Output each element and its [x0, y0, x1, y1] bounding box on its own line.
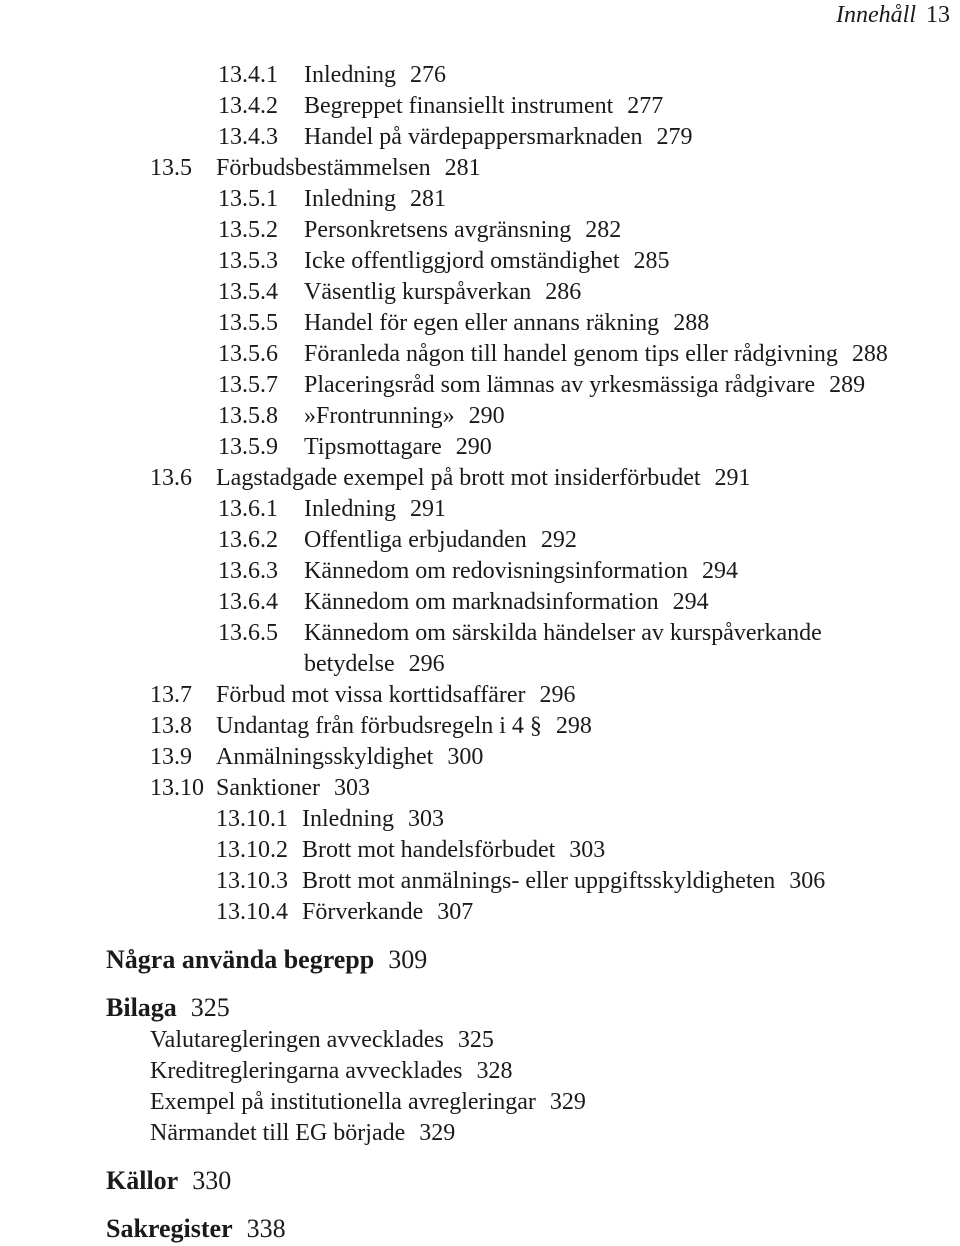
toc-entry-page: 290 [468, 403, 505, 429]
toc-entry-title: Begreppet finansiellt instrument [304, 93, 614, 119]
toc-entry[interactable] [218, 184, 446, 214]
toc-entry[interactable] [150, 1118, 455, 1148]
toc-entry[interactable] [218, 91, 663, 121]
toc-entry[interactable] [218, 246, 669, 276]
toc-entry-page: 277 [627, 93, 664, 119]
toc-entry-number: 13.6.1 [218, 496, 278, 522]
toc-entry[interactable] [150, 1087, 586, 1117]
toc-entry-number: 13.10.4 [216, 899, 288, 925]
toc-entry-title: Offentliga erbjudanden [304, 527, 527, 553]
toc-entry-title: Handel för egen eller annans räkning [304, 310, 660, 336]
toc-entry-number: 13.5.8 [218, 403, 278, 429]
toc-entry-page: 309 [388, 945, 428, 974]
toc-entry-number: 13.5 [150, 155, 192, 181]
toc-entry[interactable] [150, 153, 481, 183]
toc-entry-number: 13.8 [150, 713, 192, 739]
toc-entry-page: 286 [545, 279, 582, 305]
toc-entry[interactable] [218, 60, 446, 90]
toc-entry-page: 294 [701, 558, 738, 584]
toc-entry-title: Väsentlig kurspåverkan [304, 279, 532, 305]
toc-entry-title: Placeringsråd som lämnas av yrkesmässiga rådgivare [304, 372, 816, 398]
toc-entry-number: 13.5.6 [218, 341, 278, 367]
toc-entry-number: 13.6.2 [218, 527, 278, 553]
toc-entry-number: 13.5.3 [218, 248, 278, 274]
toc-entry-number: 13.4.2 [218, 93, 278, 119]
toc-entry[interactable] [218, 215, 621, 245]
toc-entry-number: 13.10.1 [216, 806, 288, 832]
toc-entry-page: 279 [656, 124, 693, 150]
toc-entry[interactable] [218, 122, 693, 152]
toc-entry[interactable] [150, 1056, 513, 1086]
toc-entry[interactable] [216, 897, 473, 927]
toc-entry[interactable] [150, 742, 483, 772]
toc-entry-page: 281 [409, 186, 446, 212]
toc-entry-title: Anmälningsskyldighet [216, 744, 434, 770]
toc-entry-page: 296 [539, 682, 576, 708]
toc-entry-page: 303 [569, 837, 606, 863]
toc-entry-title: Exempel på institutionella avregleringar [150, 1089, 536, 1115]
toc-entry-title: Inledning [302, 806, 394, 832]
toc-entry-title: Inledning [304, 186, 396, 212]
toc-entry[interactable] [216, 835, 605, 865]
toc-chapter-entry[interactable] [106, 1166, 231, 1196]
toc-entry-page: 298 [555, 713, 592, 739]
toc-entry-title: Tipsmottagare [304, 434, 442, 460]
toc-entry[interactable] [150, 680, 576, 710]
toc-entry-title: Förbudsbestämmelsen [216, 155, 431, 181]
toc-entry-title: Kännedom om särskilda händelser av kurspåverkande [304, 620, 822, 646]
toc-entry-number: 13.6.4 [218, 589, 278, 615]
toc-entry-title: Kännedom om marknadsinformation [304, 589, 659, 615]
toc-entry-page: 291 [714, 465, 751, 491]
toc-entry[interactable] [150, 773, 370, 803]
toc-entry[interactable] [218, 432, 492, 462]
toc-entry-page: 329 [549, 1089, 586, 1115]
toc-entry[interactable] [218, 587, 709, 617]
toc-entry-page: 285 [633, 248, 670, 274]
toc-entry-title: Undantag från förbudsregeln i 4 § [216, 713, 542, 739]
toc-entry-number: 13.9 [150, 744, 192, 770]
toc-entry-page: 330 [192, 1166, 232, 1195]
toc-entry-title: Personkretsens avgränsning [304, 217, 572, 243]
toc-entry[interactable] [218, 618, 836, 648]
toc-chapter-entry[interactable] [106, 945, 427, 975]
toc-entry-page: 338 [246, 1214, 286, 1243]
toc-entry[interactable] [150, 1025, 494, 1055]
toc-entry-continuation[interactable] [304, 649, 445, 679]
toc-entry-title: Kännedom om redovisningsinformation [304, 558, 688, 584]
toc-entry-page: 325 [190, 993, 230, 1022]
toc-entry-number: 13.5.5 [218, 310, 278, 336]
toc-entry-title: Förverkande [302, 899, 424, 925]
toc-entry-page: 294 [672, 589, 709, 615]
toc-entry-title: Lagstadgade exempel på brott mot insiderförbudet [216, 465, 701, 491]
toc-entry-page: 288 [851, 341, 888, 367]
toc-entry-title: betydelse [304, 651, 395, 677]
toc-entry-page: 290 [455, 434, 492, 460]
toc-entry-title: Föranleda någon till handel genom tips eller rådgivning [304, 341, 838, 367]
toc-entry-number: 13.5.7 [218, 372, 278, 398]
toc-entry[interactable] [218, 525, 577, 555]
toc-chapter-entry[interactable] [106, 993, 230, 1023]
toc-entry[interactable] [218, 401, 505, 431]
running-head-section: Innehåll [836, 2, 916, 28]
toc-entry-page: 303 [333, 775, 370, 801]
toc-entry-page: 281 [444, 155, 481, 181]
toc-entry-number: 13.6 [150, 465, 192, 491]
toc-entry-page: 329 [419, 1120, 456, 1146]
toc-entry-page: 276 [409, 62, 446, 88]
toc-entry[interactable] [218, 339, 888, 369]
toc-entry-title: Förbud mot vissa korttidsaffärer [216, 682, 526, 708]
toc-entry[interactable] [218, 277, 581, 307]
toc-entry-page: 300 [447, 744, 484, 770]
toc-entry-number: 13.10.2 [216, 837, 288, 863]
toc-entry-page: 292 [540, 527, 577, 553]
toc-entry-page: 303 [407, 806, 444, 832]
toc-entry-title: Inledning [304, 62, 396, 88]
toc-entry-page: 328 [476, 1058, 513, 1084]
toc-entry[interactable] [218, 370, 865, 400]
toc-entry-number: 13.4.1 [218, 62, 278, 88]
toc-entry[interactable] [150, 711, 592, 741]
toc-entry-title: Brott mot handelsförbudet [302, 837, 556, 863]
toc-entry-number: 13.5.2 [218, 217, 278, 243]
toc-entry-title: Sakregister [106, 1214, 233, 1243]
running-head-page-number: 13 [926, 2, 950, 28]
toc-entry[interactable] [216, 866, 825, 896]
toc-entry-title: Källor [106, 1166, 179, 1195]
toc-entry-number: 13.5.9 [218, 434, 278, 460]
toc-entry-page: 291 [409, 496, 446, 522]
toc-entry[interactable] [216, 804, 444, 834]
toc-entry-number: 13.5.1 [218, 186, 278, 212]
toc-entry-number: 13.5.4 [218, 279, 278, 305]
toc-entry-page: 306 [789, 868, 826, 894]
toc-entry[interactable] [218, 308, 709, 338]
toc-entry-title: Icke offentliggjord omständighet [304, 248, 620, 274]
toc-entry[interactable] [218, 556, 738, 586]
toc-entry-page: 307 [437, 899, 474, 925]
toc-entry-title: Bilaga [106, 993, 177, 1022]
toc-entry-title: »Frontrunning» [304, 403, 455, 429]
toc-chapter-entry[interactable] [106, 1214, 286, 1244]
toc-entry-title: Handel på värdepappersmarknaden [304, 124, 643, 150]
toc-entry-title: Närmandet till EG började [150, 1120, 406, 1146]
toc-entry-page: 282 [585, 217, 622, 243]
toc-entry-number: 13.10 [150, 775, 204, 801]
toc-entry-title: Brott mot anmälnings- eller uppgiftsskyldigheten [302, 868, 776, 894]
toc-entry[interactable] [218, 494, 446, 524]
toc-entry-page: 325 [457, 1027, 494, 1053]
toc-entry-title: Sanktioner [216, 775, 320, 801]
toc-entry-page: 288 [673, 310, 710, 336]
toc-entry-title: Några använda begrepp [106, 945, 375, 974]
toc-entry-page: 289 [829, 372, 866, 398]
toc-entry-number: 13.4.3 [218, 124, 278, 150]
toc-entry-page: 296 [408, 651, 445, 677]
toc-entry-title: Valutaregleringen avvecklades [150, 1027, 444, 1053]
toc-entry-number: 13.6.5 [218, 620, 278, 646]
toc-entry-number: 13.10.3 [216, 868, 288, 894]
toc-entry[interactable] [150, 463, 751, 493]
toc-entry-title: Kreditregleringarna avvecklades [150, 1058, 463, 1084]
toc-entry-number: 13.7 [150, 682, 192, 708]
toc-entry-title: Inledning [304, 496, 396, 522]
toc-entry-number: 13.6.3 [218, 558, 278, 584]
